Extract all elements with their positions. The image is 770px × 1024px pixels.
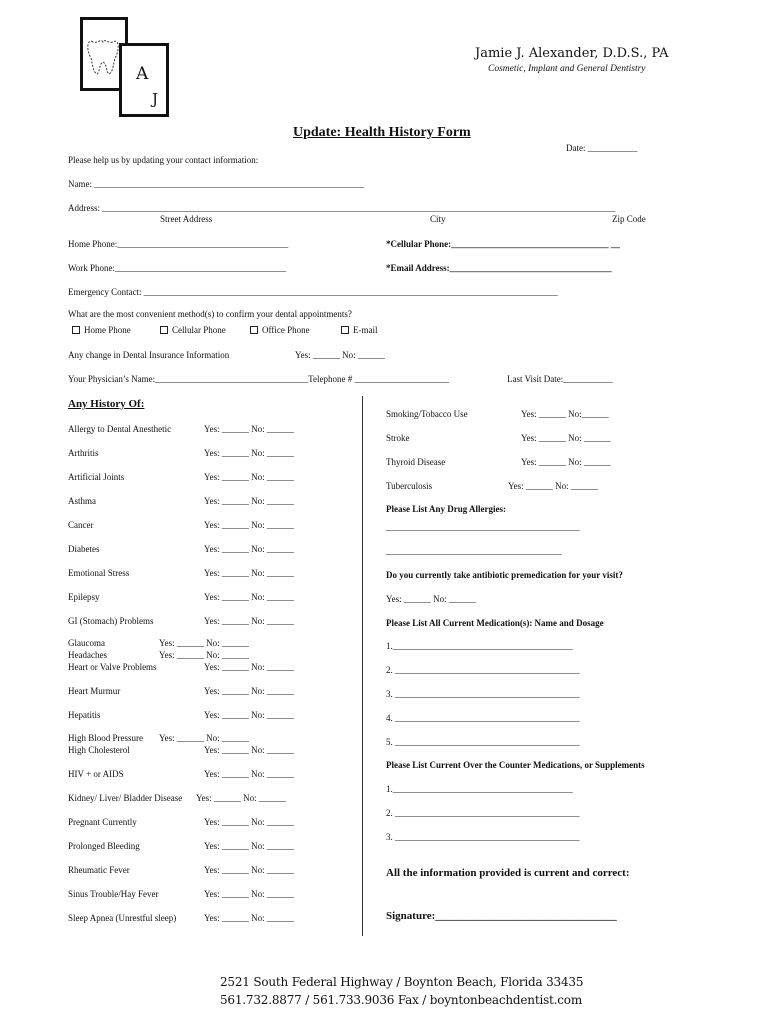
footer-contact: 561.732.8877 / 561.733.9036 Fax / boyntonbeachdentist.com: [220, 993, 583, 1007]
history-label: Sleep Apnea (Unrestful sleep): [68, 913, 177, 923]
history-label: Stroke: [386, 433, 410, 443]
history-yes-no[interactable]: Yes: ______ No: ______: [196, 793, 286, 803]
numbered-entry-line[interactable]: 3. _________________________________________: [386, 689, 580, 699]
logo-letter-a: A: [136, 64, 149, 84]
history-label: Thyroid Disease: [386, 457, 446, 467]
history-yes-no[interactable]: Yes: ______ No: ______: [204, 745, 294, 755]
antibiotic-yes-no[interactable]: Yes: ______ No: ______: [386, 594, 476, 604]
history-yes-no[interactable]: Yes: ______ No: ______: [204, 520, 294, 530]
history-yes-no[interactable]: Yes: ______ No: ______: [204, 616, 294, 626]
antibiotic-question: Do you currently take antibiotic premedication for your visit?: [386, 570, 623, 580]
history-label: Headaches: [68, 650, 107, 660]
address-field[interactable]: Address: __________________________________________________________________________________________________________________: [68, 203, 616, 213]
history-yes-no[interactable]: Yes: ______ No: ______: [204, 686, 294, 696]
work-phone-field[interactable]: Work Phone:______________________________________: [68, 263, 287, 273]
logo-letter-j2: J: [152, 90, 159, 108]
numbered-entry-line[interactable]: 2. _________________________________________: [386, 665, 580, 675]
option-office-phone[interactable]: Office Phone: [250, 325, 310, 336]
history-yes-no[interactable]: Yes: ______ No: ______: [159, 650, 249, 660]
last-visit-field[interactable]: Last Visit Date:___________: [507, 374, 613, 384]
history-yes-no[interactable]: Yes: ______ No: ______: [204, 662, 294, 672]
history-label: Allergy to Dental Anesthetic: [68, 424, 172, 434]
history-yes-no[interactable]: Yes: ______ No: ______: [204, 841, 294, 851]
history-label: Arthritis: [68, 448, 99, 458]
cell-phone-field[interactable]: *Cellular Phone:___________________________________ __: [386, 239, 620, 249]
insurance-yes-no[interactable]: Yes: ______ No: ______: [295, 350, 385, 360]
history-label: Epilepsy: [68, 592, 100, 602]
history-label: Asthma: [68, 496, 96, 506]
history-label: Heart or Valve Problems: [68, 662, 157, 672]
history-yes-no[interactable]: Yes: ______ No: ______: [204, 592, 294, 602]
intro-text: Please help us by updating your contact information:: [68, 155, 259, 165]
practice-subtitle: Cosmetic, Implant and General Dentistry: [488, 64, 646, 74]
contact-method-question: What are the most convenient method(s) to confirm your dental appointments?: [68, 309, 352, 319]
history-yes-no[interactable]: Yes: ______ No: ______: [204, 496, 294, 506]
zip-code-label: Zip Code: [612, 214, 646, 224]
checkbox-icon[interactable]: [160, 326, 168, 334]
history-yes-no[interactable]: Yes: ______ No: ______: [204, 817, 294, 827]
history-yes-no[interactable]: Yes: ______ No: ______: [204, 544, 294, 554]
numbered-entry-line[interactable]: 5. _________________________________________: [386, 737, 580, 747]
practice-name: Jamie J. Alexander, D.D.S., PA: [475, 46, 669, 61]
city-label: City: [430, 214, 446, 224]
history-label: GI (Stomach) Problems: [68, 616, 154, 626]
checkbox-icon[interactable]: [341, 326, 349, 334]
logo-frame-right: [119, 43, 169, 117]
drug-allergies-heading: Please List Any Drug Allergies:: [386, 504, 506, 514]
history-label: Prolonged Bleeding: [68, 841, 140, 851]
footer-address: 2521 South Federal Highway / Boynton Beach, Florida 33435: [220, 975, 584, 989]
history-yes-no[interactable]: Yes: ______ No: ______: [204, 889, 294, 899]
checkbox-icon[interactable]: [72, 326, 80, 334]
history-yes-no[interactable]: Yes: ______ No: ______: [204, 568, 294, 578]
history-yes-no[interactable]: Yes: ______ No: ______: [204, 424, 294, 434]
history-yes-no[interactable]: Yes: ______ No: ______: [159, 733, 249, 743]
physician-field[interactable]: Your Physician’s Name:__________________________________Telephone # _____________________: [68, 374, 449, 384]
history-label: Hepatitis: [68, 710, 101, 720]
history-label: Heart Murmur: [68, 686, 121, 696]
drug-allergies-line-2[interactable]: _______________________________________: [386, 546, 562, 556]
history-label: High Cholesterol: [68, 745, 130, 755]
history-label: HIV + or AIDS: [68, 769, 124, 779]
option-email[interactable]: E-mail: [341, 325, 378, 336]
date-field[interactable]: Date: ___________: [566, 143, 638, 153]
name-field[interactable]: Name: ____________________________________________________________: [68, 179, 365, 189]
history-yes-no[interactable]: Yes: ______ No: ______: [521, 457, 611, 467]
emergency-contact-field[interactable]: Emergency Contact: ____________________________________________________________________________________________: [68, 287, 558, 297]
history-yes-no[interactable]: Yes: ______ No: ______: [508, 481, 598, 491]
history-yes-no[interactable]: Yes: ______ No: ______: [204, 769, 294, 779]
insurance-question: Any change in Dental Insurance Information: [68, 350, 230, 360]
history-label: Rheumatic Fever: [68, 865, 130, 875]
confirmation-statement: All the information provided is current and correct:: [386, 867, 630, 879]
numbered-entry-line[interactable]: 1.________________________________________: [386, 784, 573, 794]
numbered-entry-line[interactable]: 4. _________________________________________: [386, 713, 580, 723]
history-yes-no[interactable]: Yes: ______ No: ______: [204, 472, 294, 482]
history-yes-no[interactable]: Yes: ______ No: ______: [204, 865, 294, 875]
option-home-phone[interactable]: Home Phone: [72, 325, 131, 336]
numbered-entry-line[interactable]: 2. _________________________________________: [386, 808, 580, 818]
drug-allergies-line-1[interactable]: ___________________________________________: [386, 522, 580, 532]
history-label: Artificial Joints: [68, 472, 125, 482]
history-yes-no[interactable]: Yes: ______ No:______: [521, 409, 609, 419]
otc-heading: Please List Current Over the Counter Medications, or Supplements: [386, 760, 645, 770]
history-label: Diabetes: [68, 544, 100, 554]
history-label: Cancer: [68, 520, 94, 530]
history-heading: Any History Of:: [68, 398, 145, 410]
history-label: Glaucoma: [68, 638, 105, 648]
history-label: High Blood Pressure: [68, 733, 143, 743]
history-label: Emotional Stress: [68, 568, 130, 578]
numbered-entry-line[interactable]: 1.________________________________________: [386, 641, 573, 651]
option-cellular-phone[interactable]: Cellular Phone: [160, 325, 226, 336]
history-yes-no[interactable]: Yes: ______ No: ______: [204, 710, 294, 720]
home-phone-field[interactable]: Home Phone:______________________________________: [68, 239, 289, 249]
numbered-entry-line[interactable]: 3. _________________________________________: [386, 832, 580, 842]
signature-field[interactable]: Signature:_________________________________: [386, 910, 617, 922]
history-label: Pregnant Currently: [68, 817, 137, 827]
form-title: Update: Health History Form: [293, 125, 471, 140]
history-label: Smoking/Tobacco Use: [386, 409, 468, 419]
medications-heading: Please List All Current Medication(s): Name and Dosage: [386, 618, 604, 628]
history-yes-no[interactable]: Yes: ______ No: ______: [521, 433, 611, 443]
column-divider: [362, 396, 363, 936]
history-yes-no[interactable]: Yes: ______ No: ______: [159, 638, 249, 648]
checkbox-icon[interactable]: [250, 326, 258, 334]
email-field[interactable]: *Email Address:____________________________________: [386, 263, 612, 273]
history-yes-no[interactable]: Yes: ______ No: ______: [204, 913, 294, 923]
history-label: Tuberculosis: [386, 481, 433, 491]
history-yes-no[interactable]: Yes: ______ No: ______: [204, 448, 294, 458]
street-address-label: Street Address: [160, 214, 213, 224]
history-label: Kidney/ Liver/ Bladder Disease: [68, 793, 183, 803]
history-label: Sinus Trouble/Hay Fever: [68, 889, 159, 899]
